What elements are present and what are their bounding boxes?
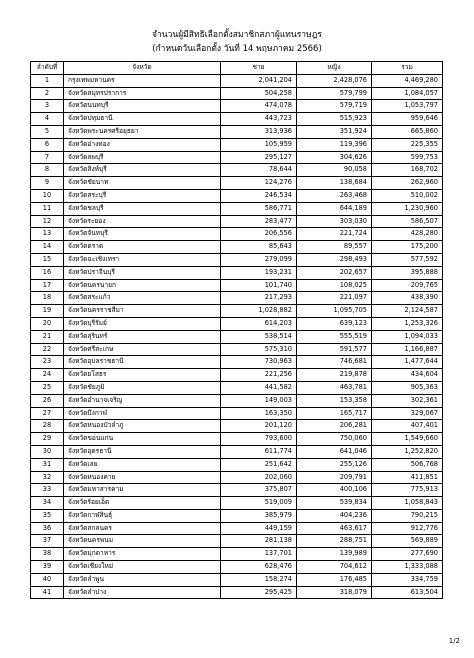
- table-row: [31, 164, 443, 177]
- male-count: 519,009: [221, 497, 297, 510]
- row-number: 28: [31, 420, 64, 433]
- total-count: 395,888: [372, 266, 443, 279]
- male-count: 375,807: [221, 484, 297, 497]
- total-count: 599,753: [372, 151, 443, 164]
- table-row: [31, 586, 443, 599]
- province-name: จังหวัดนครราชสีมา: [64, 305, 221, 318]
- female-count: 139,989: [297, 548, 372, 561]
- total-count: 1,549,660: [372, 433, 443, 446]
- row-number: 4: [31, 113, 64, 126]
- table-row: [31, 87, 443, 100]
- female-count: 209,791: [297, 471, 372, 484]
- province-name: จังหวัดอุบลราชธานี: [64, 356, 221, 369]
- female-count: 591,577: [297, 343, 372, 356]
- female-count: 750,060: [297, 433, 372, 446]
- table-row: [31, 202, 443, 215]
- total-count: 1,053,797: [372, 100, 443, 113]
- row-number: 7: [31, 151, 64, 164]
- female-count: 555,519: [297, 330, 372, 343]
- row-number: 21: [31, 330, 64, 343]
- table-row: [31, 125, 443, 138]
- province-name: จังหวัดนครพนม: [64, 535, 221, 548]
- table-row: [31, 177, 443, 190]
- row-number: 6: [31, 138, 64, 151]
- header-province: จังหวัด: [64, 62, 221, 75]
- province-name: จังหวัดชลบุรี: [64, 202, 221, 215]
- total-count: 665,860: [372, 125, 443, 138]
- row-number: 35: [31, 509, 64, 522]
- male-count: 158,274: [221, 573, 297, 586]
- province-name: จังหวัดสมุทรปราการ: [64, 87, 221, 100]
- total-count: 411,851: [372, 471, 443, 484]
- male-count: 611,774: [221, 445, 297, 458]
- female-count: 515,923: [297, 113, 372, 126]
- female-count: 641,046: [297, 445, 372, 458]
- female-count: 318,079: [297, 586, 372, 599]
- table-header-row: [31, 62, 443, 75]
- female-count: 219,878: [297, 369, 372, 382]
- row-number: 5: [31, 125, 64, 138]
- male-count: 295,127: [221, 151, 297, 164]
- total-count: 438,390: [372, 292, 443, 305]
- total-count: 506,768: [372, 458, 443, 471]
- row-number: 19: [31, 305, 64, 318]
- female-count: 351,924: [297, 125, 372, 138]
- table-row: [31, 279, 443, 292]
- province-name: จังหวัดเลย: [64, 458, 221, 471]
- female-count: 539,834: [297, 497, 372, 510]
- header-no: ลำดับที่: [31, 62, 64, 75]
- female-count: 304,626: [297, 151, 372, 164]
- province-name: จังหวัดขอนแก่น: [64, 433, 221, 446]
- male-count: 449,159: [221, 522, 297, 535]
- male-count: 206,556: [221, 228, 297, 241]
- female-count: 463,617: [297, 522, 372, 535]
- province-name: จังหวัดอำนาจเจริญ: [64, 394, 221, 407]
- male-count: 443,723: [221, 113, 297, 126]
- total-count: 569,889: [372, 535, 443, 548]
- total-count: 790,215: [372, 509, 443, 522]
- male-count: 1,028,882: [221, 305, 297, 318]
- female-count: 704,612: [297, 561, 372, 574]
- male-count: 137,701: [221, 548, 297, 561]
- row-number: 23: [31, 356, 64, 369]
- province-name: จังหวัดสระแก้ว: [64, 292, 221, 305]
- row-number: 10: [31, 189, 64, 202]
- province-name: จังหวัดจันทบุรี: [64, 228, 221, 241]
- row-number: 14: [31, 241, 64, 254]
- male-count: 538,514: [221, 330, 297, 343]
- table-row: [31, 228, 443, 241]
- province-name: จังหวัดปราจีนบุรี: [64, 266, 221, 279]
- male-count: 201,120: [221, 420, 297, 433]
- table-row: [31, 445, 443, 458]
- male-count: 246,534: [221, 189, 297, 202]
- province-name: จังหวัดสระบุรี: [64, 189, 221, 202]
- total-count: 407,401: [372, 420, 443, 433]
- province-name: จังหวัดลพบุรี: [64, 151, 221, 164]
- male-count: 575,310: [221, 343, 297, 356]
- province-name: จังหวัดศรีสะเกษ: [64, 343, 221, 356]
- male-count: 628,476: [221, 561, 297, 574]
- table-row: [31, 266, 443, 279]
- province-name: จังหวัดหนองบัวลำภู: [64, 420, 221, 433]
- female-count: 90,058: [297, 164, 372, 177]
- row-number: 20: [31, 317, 64, 330]
- female-count: 639,123: [297, 317, 372, 330]
- male-count: 78,644: [221, 164, 297, 177]
- header-male: ชาย: [221, 62, 297, 75]
- table-row: [31, 151, 443, 164]
- total-count: 434,604: [372, 369, 443, 382]
- female-count: 153,358: [297, 394, 372, 407]
- province-name: จังหวัดบุรีรัมย์: [64, 317, 221, 330]
- table-row: [31, 561, 443, 574]
- province-name: จังหวัดกาฬสินธุ์: [64, 509, 221, 522]
- province-name: จังหวัดนครนายก: [64, 279, 221, 292]
- total-count: 1,166,887: [372, 343, 443, 356]
- voters-table: [30, 61, 443, 599]
- row-number: 26: [31, 394, 64, 407]
- row-number: 33: [31, 484, 64, 497]
- total-count: 510,002: [372, 189, 443, 202]
- total-count: 775,913: [372, 484, 443, 497]
- row-number: 31: [31, 458, 64, 471]
- female-count: 303,030: [297, 215, 372, 228]
- female-count: 288,751: [297, 535, 372, 548]
- table-row: [31, 305, 443, 318]
- row-number: 11: [31, 202, 64, 215]
- total-count: 1,333,088: [372, 561, 443, 574]
- female-count: 138,684: [297, 177, 372, 190]
- female-count: 746,681: [297, 356, 372, 369]
- male-count: 85,643: [221, 241, 297, 254]
- male-count: 202,060: [221, 471, 297, 484]
- male-count: 730,963: [221, 356, 297, 369]
- total-count: 175,200: [372, 241, 443, 254]
- female-count: 1,095,705: [297, 305, 372, 318]
- female-count: 221,724: [297, 228, 372, 241]
- row-number: 1: [31, 74, 64, 87]
- total-count: 1,252,820: [372, 445, 443, 458]
- total-count: 613,504: [372, 586, 443, 599]
- male-count: 101,740: [221, 279, 297, 292]
- table-row: [31, 497, 443, 510]
- male-count: 105,959: [221, 138, 297, 151]
- table-row: [31, 535, 443, 548]
- male-count: 251,642: [221, 458, 297, 471]
- total-count: 2,124,587: [372, 305, 443, 318]
- male-count: 279,099: [221, 253, 297, 266]
- table-row: [31, 330, 443, 343]
- table-row: [31, 381, 443, 394]
- row-number: 30: [31, 445, 64, 458]
- male-count: 149,003: [221, 394, 297, 407]
- male-count: 504,258: [221, 87, 297, 100]
- row-number: 8: [31, 164, 64, 177]
- table-row: [31, 522, 443, 535]
- table-row: [31, 100, 443, 113]
- total-count: 302,361: [372, 394, 443, 407]
- table-row: [31, 113, 443, 126]
- table-row: [31, 138, 443, 151]
- header-total: รวม: [372, 62, 443, 75]
- province-name: จังหวัดยโสธร: [64, 369, 221, 382]
- total-count: 225,355: [372, 138, 443, 151]
- row-number: 22: [31, 343, 64, 356]
- province-name: จังหวัดร้อยเอ็ด: [64, 497, 221, 510]
- row-number: 12: [31, 215, 64, 228]
- male-count: 217,293: [221, 292, 297, 305]
- male-count: 193,231: [221, 266, 297, 279]
- row-number: 17: [31, 279, 64, 292]
- province-name: จังหวัดบึงกาฬ: [64, 407, 221, 420]
- female-count: 579,719: [297, 100, 372, 113]
- province-name: จังหวัดมหาสารคาม: [64, 484, 221, 497]
- total-count: 329,067: [372, 407, 443, 420]
- total-count: 1,058,843: [372, 497, 443, 510]
- row-number: 36: [31, 522, 64, 535]
- province-name: จังหวัดชัยภูมิ: [64, 381, 221, 394]
- total-count: 4,469,280: [372, 74, 443, 87]
- table-row: [31, 241, 443, 254]
- table-row: [31, 509, 443, 522]
- province-name: จังหวัดฉะเชิงเทรา: [64, 253, 221, 266]
- male-count: 474,078: [221, 100, 297, 113]
- total-count: 959,646: [372, 113, 443, 126]
- total-count: 1,094,033: [372, 330, 443, 343]
- male-count: 283,477: [221, 215, 297, 228]
- male-count: 586,771: [221, 202, 297, 215]
- female-count: 579,799: [297, 87, 372, 100]
- province-name: จังหวัดชัยนาท: [64, 177, 221, 190]
- male-count: 441,582: [221, 381, 297, 394]
- province-name: จังหวัดเชียงใหม่: [64, 561, 221, 574]
- province-name: จังหวัดมุกดาหาร: [64, 548, 221, 561]
- province-name: กรุงเทพมหานคร: [64, 74, 221, 87]
- row-number: 41: [31, 586, 64, 599]
- table-row: [31, 369, 443, 382]
- table-row: [31, 573, 443, 586]
- row-number: 3: [31, 100, 64, 113]
- row-number: 9: [31, 177, 64, 190]
- total-count: 428,280: [372, 228, 443, 241]
- male-count: 124,276: [221, 177, 297, 190]
- total-count: 586,507: [372, 215, 443, 228]
- row-number: 18: [31, 292, 64, 305]
- province-name: จังหวัดลำปาง: [64, 586, 221, 599]
- total-count: 1,253,326: [372, 317, 443, 330]
- table-row: [31, 484, 443, 497]
- table-row: [31, 356, 443, 369]
- male-count: 295,425: [221, 586, 297, 599]
- row-number: 15: [31, 253, 64, 266]
- table-row: [31, 433, 443, 446]
- province-name: จังหวัดลำพูน: [64, 573, 221, 586]
- female-count: 255,126: [297, 458, 372, 471]
- table-row: [31, 458, 443, 471]
- total-count: 1,230,960: [372, 202, 443, 215]
- total-count: 577,592: [372, 253, 443, 266]
- row-number: 38: [31, 548, 64, 561]
- province-name: จังหวัดสิงห์บุรี: [64, 164, 221, 177]
- table-row: [31, 548, 443, 561]
- row-number: 29: [31, 433, 64, 446]
- table-row: [31, 420, 443, 433]
- table-row: [31, 407, 443, 420]
- province-name: จังหวัดปทุมธานี: [64, 113, 221, 126]
- total-count: 334,759: [372, 573, 443, 586]
- female-count: 165,717: [297, 407, 372, 420]
- table-row: [31, 343, 443, 356]
- province-name: จังหวัดพระนครศรีอยุธยา: [64, 125, 221, 138]
- row-number: 40: [31, 573, 64, 586]
- female-count: 108,025: [297, 279, 372, 292]
- table-row: [31, 215, 443, 228]
- male-count: 281,138: [221, 535, 297, 548]
- row-number: 2: [31, 87, 64, 100]
- female-count: 221,097: [297, 292, 372, 305]
- female-count: 119,396: [297, 138, 372, 151]
- total-count: 168,702: [372, 164, 443, 177]
- row-number: 39: [31, 561, 64, 574]
- province-name: จังหวัดระยอง: [64, 215, 221, 228]
- total-count: 905,363: [372, 381, 443, 394]
- table-row: [31, 292, 443, 305]
- province-name: จังหวัดอุดรธานี: [64, 445, 221, 458]
- table-row: [31, 317, 443, 330]
- female-count: 263,468: [297, 189, 372, 202]
- page-number: 1/2: [448, 637, 460, 645]
- female-count: 202,657: [297, 266, 372, 279]
- female-count: 644,189: [297, 202, 372, 215]
- table-row: [31, 189, 443, 202]
- row-number: 34: [31, 497, 64, 510]
- table-row: [31, 74, 443, 87]
- province-name: จังหวัดหนองคาย: [64, 471, 221, 484]
- document-title: จำนวนผู้มีสิทธิเลือกตั้งสมาชิกสภาผู้แทนราษฎร: [152, 30, 322, 40]
- row-number: 25: [31, 381, 64, 394]
- total-count: 1,477,644: [372, 356, 443, 369]
- row-number: 16: [31, 266, 64, 279]
- male-count: 313,936: [221, 125, 297, 138]
- province-name: จังหวัดอ่างทอง: [64, 138, 221, 151]
- province-name: จังหวัดสกลนคร: [64, 522, 221, 535]
- female-count: 298,493: [297, 253, 372, 266]
- row-number: 13: [31, 228, 64, 241]
- table-row: [31, 471, 443, 484]
- male-count: 2,041,204: [221, 74, 297, 87]
- province-name: จังหวัดนนทบุรี: [64, 100, 221, 113]
- male-count: 221,256: [221, 369, 297, 382]
- female-count: 404,236: [297, 509, 372, 522]
- total-count: 277,690: [372, 548, 443, 561]
- header-female: หญิง: [297, 62, 372, 75]
- total-count: 262,960: [372, 177, 443, 190]
- male-count: 385,979: [221, 509, 297, 522]
- female-count: 176,485: [297, 573, 372, 586]
- table-row: [31, 394, 443, 407]
- female-count: 89,557: [297, 241, 372, 254]
- row-number: 24: [31, 369, 64, 382]
- female-count: 463,781: [297, 381, 372, 394]
- male-count: 793,600: [221, 433, 297, 446]
- total-count: 912,776: [372, 522, 443, 535]
- total-count: 1,084,057: [372, 87, 443, 100]
- female-count: 206,281: [297, 420, 372, 433]
- male-count: 614,203: [221, 317, 297, 330]
- document-subtitle: (กำหนดวันเลือกตั้ง วันที่ 14 พฤษภาคม 2566): [152, 44, 322, 54]
- row-number: 37: [31, 535, 64, 548]
- row-number: 27: [31, 407, 64, 420]
- province-name: จังหวัดตราด: [64, 241, 221, 254]
- male-count: 163,350: [221, 407, 297, 420]
- total-count: 209,765: [372, 279, 443, 292]
- female-count: 400,106: [297, 484, 372, 497]
- female-count: 2,428,076: [297, 74, 372, 87]
- table-row: [31, 253, 443, 266]
- province-name: จังหวัดสุรินทร์: [64, 330, 221, 343]
- row-number: 32: [31, 471, 64, 484]
